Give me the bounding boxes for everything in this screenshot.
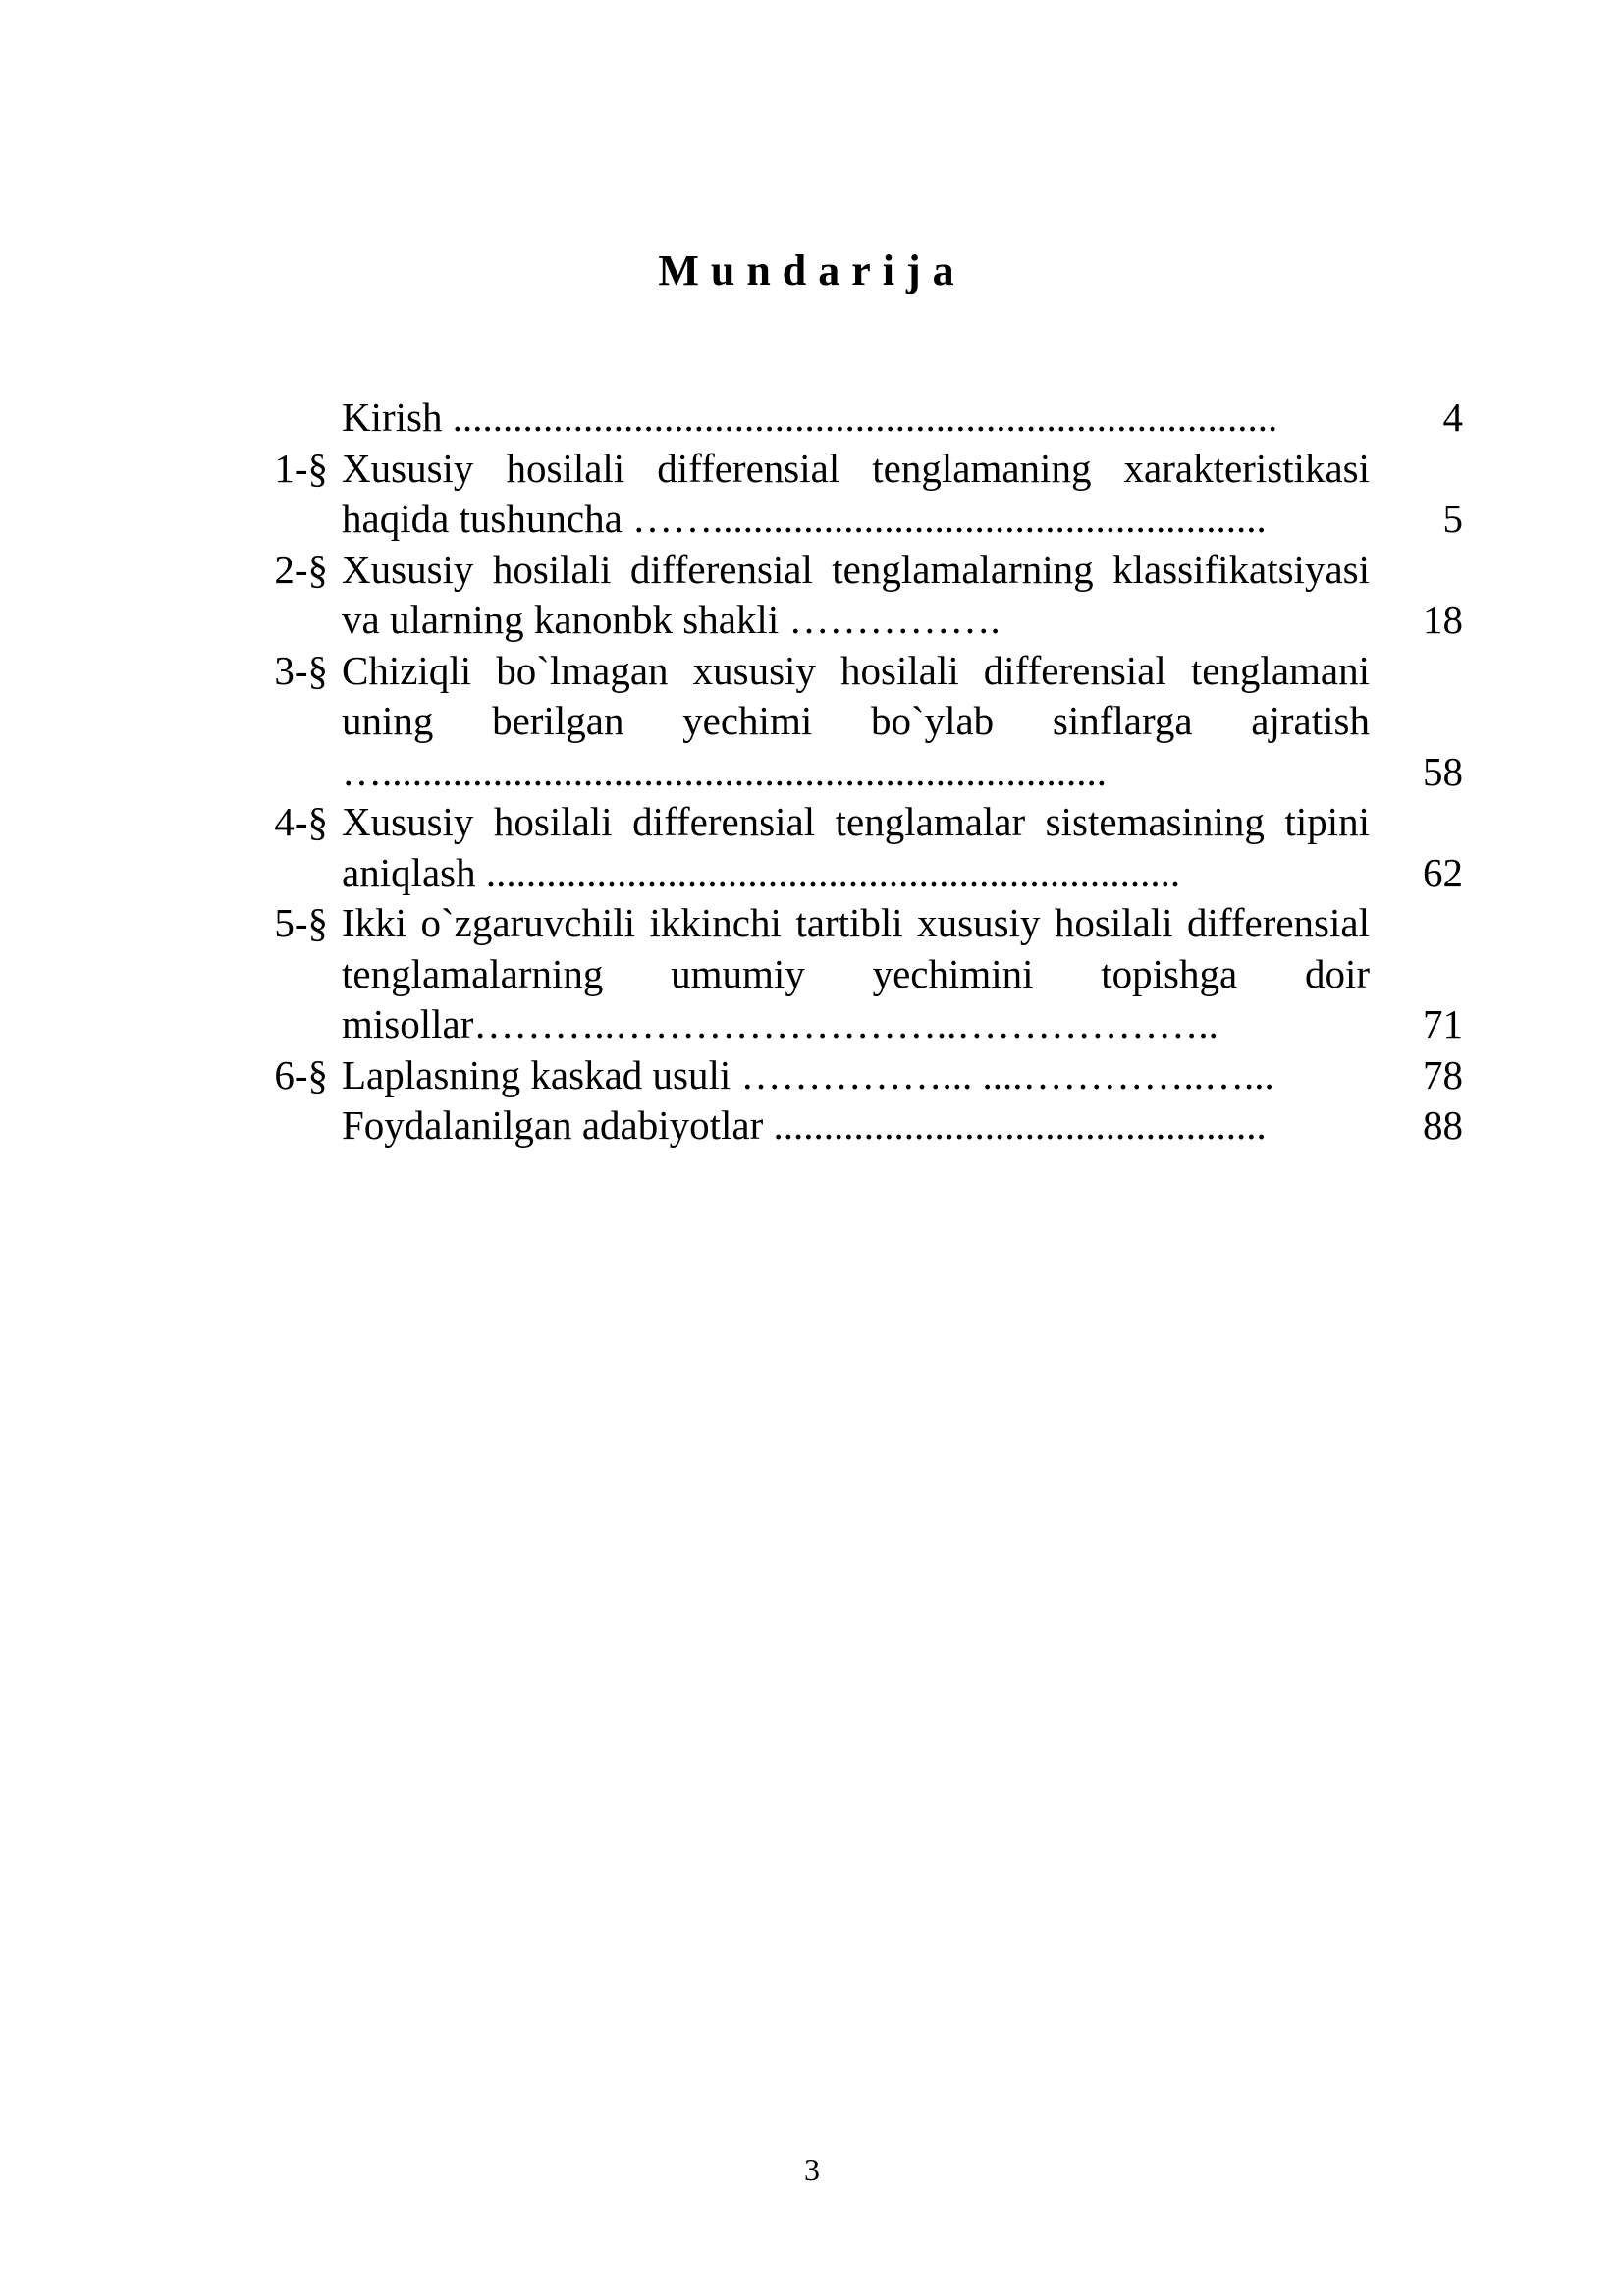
toc-entry-page: 78: [1423, 1051, 1463, 1097]
toc-entry-number: 6-§: [274, 1051, 328, 1097]
toc-entry-title: Xususiy hosilali differensial tenglamaning xarakteristikasi haqida tushuncha …….......................................................: [342, 445, 1370, 541]
page-title: Mundarija: [658, 246, 966, 294]
toc-entry-introduction: [236, 393, 1463, 444]
toc-entry-number: 1-§: [274, 445, 328, 491]
toc-entry-page: 4: [1442, 395, 1463, 440]
page-number: 3: [804, 2152, 820, 2187]
toc-entry-section-1: [236, 444, 1463, 545]
toc-entry-page: 58: [1423, 748, 1463, 794]
toc-entry-page: 62: [1423, 849, 1463, 895]
toc-entry-title: Chiziqli bo`lmagan xususiy hosilali differensial tenglamani uning berilgan yechimi bo`ylab sinflarga ajratish …........................................................................: [342, 647, 1370, 794]
toc-entry-title: Kirish ..................................................................................: [342, 395, 1278, 440]
toc-entry-number: 2-§: [274, 546, 328, 592]
toc-entry-number: 4-§: [274, 799, 328, 844]
toc-entry-title: Foydalanilgan adabiyotlar .................................................: [342, 1102, 1267, 1148]
toc-entry-page: 18: [1423, 597, 1463, 642]
toc-entry-number: 5-§: [274, 900, 328, 945]
toc-entry-page: 88: [1423, 1102, 1463, 1148]
table-of-contents: [236, 393, 1463, 1151]
toc-entry-page: 5: [1442, 496, 1463, 541]
toc-entry-section-5: [236, 898, 1463, 1050]
toc-entry-page: 71: [1423, 1001, 1463, 1046]
toc-entry-section-4: [236, 797, 1463, 898]
toc-entry-section-6: [236, 1050, 1463, 1101]
toc-entry-title: Ikki o`zgaruvchili ikkinchi tartibli xususiy hosilali differensial tenglamalarning umumiy yechimini topishga doir misollar………..……………………..………………..: [342, 900, 1370, 1046]
toc-entry-references: [236, 1100, 1463, 1151]
toc-entry-title: Laplasning kaskad usuli ……………... ....…………..…...: [342, 1051, 1274, 1097]
toc-entry-title: Xususiy hosilali differensial tenglamalarning klassifikatsiyasi va ularning kanonbk shakli …………….: [342, 546, 1370, 642]
toc-entry-title: Xususiy hosilali differensial tenglamalar sistemasining tipini aniqlash .....................................................................: [342, 799, 1370, 895]
toc-entry-section-2: [236, 545, 1463, 646]
toc-entry-number: 3-§: [274, 647, 328, 693]
toc-entry-section-3: [236, 646, 1463, 798]
